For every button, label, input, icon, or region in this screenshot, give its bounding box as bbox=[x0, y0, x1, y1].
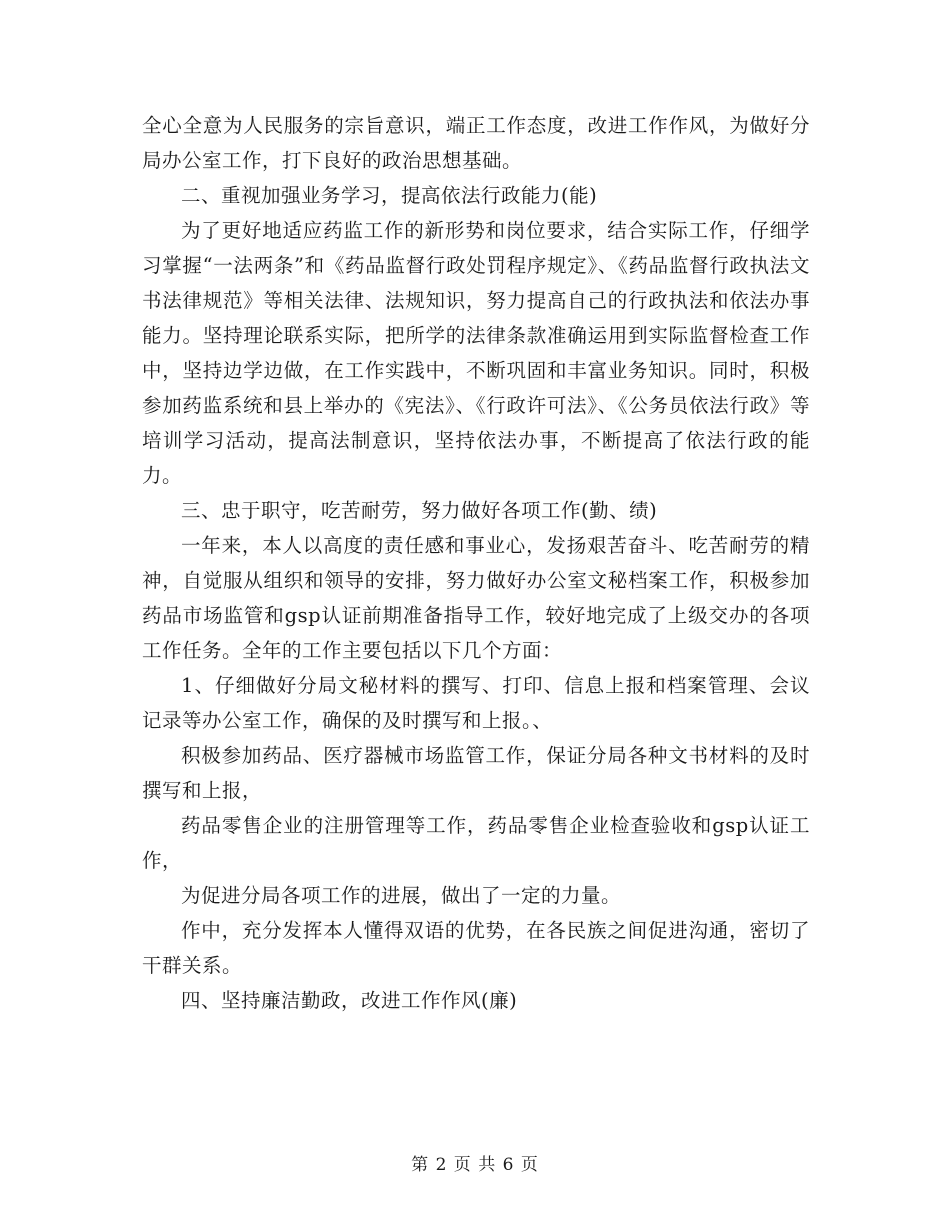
paragraph: 药品零售企业的注册管理等工作，药品零售企业检查验收和gsp认证工作， bbox=[142, 814, 810, 872]
section-heading: 二、重视加强业务学习，提高依法行政能力(能) bbox=[181, 184, 598, 207]
section-heading: 四、坚持廉洁勤政，改进工作作风(廉) bbox=[181, 989, 518, 1012]
paragraph: 一年来，本人以高度的责任感和事业心，发扬艰苦奋斗、吃苦耐劳的精神，自觉服从组织和领导的安排，努力做好办公室文秘档案工作，积极参加药品市场监管和gsp认证前期准备指导工作，较好地完成了上级交办的各项工作任务。全年的工作主要包括以下几个方面： bbox=[142, 534, 810, 662]
section-heading: 三、忠于职守，吃苦耐劳，努力做好各项工作(勤、绩) bbox=[181, 499, 658, 522]
page-footer: 第 2 页 共 6 页 bbox=[411, 1155, 539, 1175]
document-body bbox=[142, 108, 810, 1018]
paragraph: 为了更好地适应药监工作的新形势和岗位要求，结合实际工作，仔细学习掌握“一法两条”和《药品监督行政处罚程序规定》、《药品监督行政执法文书法律规范》等相关法律、法规知识，努力提高自己的行政执法和依法办事能力。坚持理论联系实际，把所学的法律条款准确运用到实际监督检查工作中，坚持边学边做，在工作实践中，不断巩固和丰富业务知识。同时，积极参加药监系统和县上举办的《宪法》、《行政许可法》、《公务员依法行政》等培训学习活动，提高法制意识，坚持依法办事，不断提高了依法行政的能力。 bbox=[142, 219, 810, 487]
paragraph: 作中，充分发挥本人懂得双语的优势，在各民族之间促进沟通，密切了干群关系。 bbox=[142, 919, 810, 977]
list-item: 1、仔细做好分局文秘材料的撰写、打印、信息上报和档案管理、会议记录等办公室工作，确保的及时撰写和上报。、 bbox=[142, 674, 810, 732]
paragraph: 为促进分局各项工作的进展，做出了一定的力量。 bbox=[181, 884, 622, 907]
paragraph: 积极参加药品、医疗器械市场监管工作，保证分局各种文书材料的及时撰写和上报， bbox=[142, 744, 810, 802]
paragraph: 全心全意为人民服务的宗旨意识，端正工作态度，改进工作作风，为做好分局办公室工作，打下良好的政治思想基础。 bbox=[142, 114, 810, 172]
